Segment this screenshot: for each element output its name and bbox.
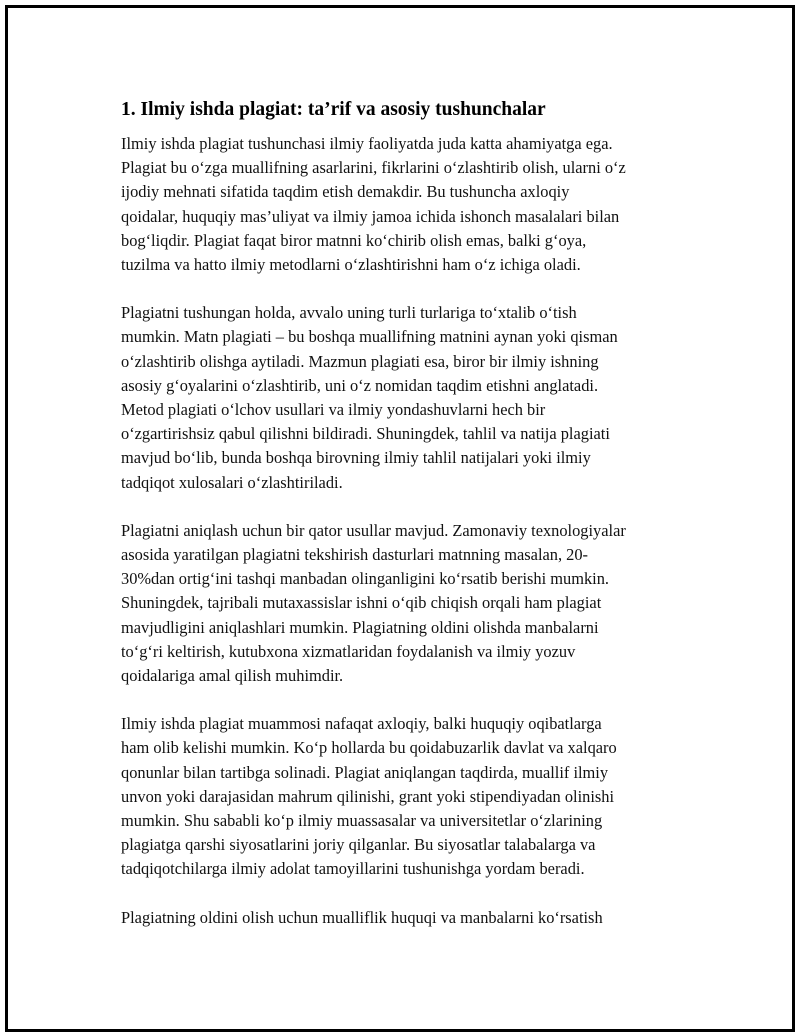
paragraph-line: Ilmiy ishda plagiat tushunchasi ilmiy faoliyatda juda katta ahamiyatga ega. [121,134,613,153]
paragraph-5 [121,906,701,930]
paragraph-line: unvon yoki darajasidan mahrum qilinishi, grant yoki stipendiyadan olinishi [121,786,615,806]
paragraph-line: asosiy g‘oyalarini o‘zlashtirib, uni o‘z nomidan taqdim etishni anglatadi. [121,375,599,395]
paragraph-line: mavjud bo‘lib, bunda boshqa birovning ilmiy tahlil natijalari yoki ilmiy [121,448,591,468]
paragraph-line: tuzilma va hatto ilmiy metodlarni o‘zlashtirishni ham o‘z ichiga oladi. [121,255,581,275]
paragraph-line: tadqiqot xulosalari o‘zlashtiriladi. [121,472,343,492]
paragraph-line: mavjudligini aniqlashlari mumkin. Plagiatning oldini olishda manbalarni [121,617,599,637]
document-body [121,98,701,954]
paragraph-line: Plagiatni tushungan holda, avvalo uning turli turlariga to‘xtalib o‘tish [121,303,577,323]
paragraph-line: bog‘liqdir. Plagiat faqat biror matnni ko‘chirib olish emas, balki g‘oya, [121,230,587,250]
page-frame [5,5,795,1032]
paragraph-4 [121,712,701,881]
paragraph-line: Plagiatni aniqlash uchun bir qator usullar mavjud. Zamonaviy texnologiyalar [121,520,626,540]
paragraph-line: Plagiat bu o‘zga muallifning asarlarini, fikrlarini o‘zlashtirib olish, ularni o‘z [121,158,626,178]
paragraph-line: tadqiqotchilarga ilmiy adolat tamoyillarini tushunishga yordam beradi. [121,859,585,879]
paragraph-line: o‘zlashtirib olishga aytiladi. Mazmun plagiati esa, biror bir ilmiy ishning [121,351,599,371]
section-heading: 1. Ilmiy ishda plagiat: ta’rif va asosiy tushunchalar [121,99,546,120]
paragraph-line: Ilmiy ishda plagiat muammosi nafaqat axloqiy, balki huquqiy oqibatlarga [121,714,602,734]
paragraph-line: mumkin. Shu sababli ko‘p ilmiy muassasalar va universitetlar o‘zlarining [121,811,603,831]
paragraph-line: to‘g‘ri keltirish, kutubxona xizmatlaridan foydalanish va ilmiy yozuv [121,641,576,661]
paragraph-line: Plagiatning oldini olish uchun mualliflik huquqi va manbalarni ko‘rsatish [121,907,603,927]
paragraph-3 [121,519,701,688]
paragraph-line: plagiatga qarshi siyosatlarini joriy qilganlar. Bu siyosatlar talabalarga va [121,835,596,855]
paragraph-line: 30%dan ortig‘ini tashqi manbadan olinganligini ko‘rsatib berishi mumkin. [121,569,609,589]
paragraph-line: mumkin. Matn plagiati – bu boshqa muallifning matnini aynan yoki qisman [121,327,618,347]
paragraph-1 [121,132,701,277]
paragraph-line: Shuningdek, tajribali mutaxassislar ishni o‘qib chiqish orqali ham plagiat [121,593,602,613]
paragraph-line: qonunlar bilan tartibga solinadi. Plagiat aniqlangan taqdirda, muallif ilmiy [121,762,609,782]
paragraph-2 [121,301,701,495]
paragraph-line: ijodiy mehnati sifatida taqdim etish demakdir. Bu tushuncha axloqiy [121,182,570,202]
paragraph-line: qoidalar, huquqiy mas’uliyat va ilmiy jamoa ichida ishonch masalalari bilan [121,206,620,226]
paragraph-line: qoidalariga amal qilish muhimdir. [121,666,344,686]
paragraph-line: Metod plagiati o‘lchov usullari va ilmiy yondashuvlarni hech bir [121,400,546,420]
paragraph-line: ham olib kelishi mumkin. Ko‘p hollarda bu qoidabuzarlik davlat va xalqaro [121,738,617,758]
paragraph-line: o‘zgartirishsiz qabul qilishni bildiradi. Shuningdek, tahlil va natija plagiati [121,424,610,444]
paragraph-line: asosida yaratilgan plagiatni tekshirish dasturlari matnning masalan, 20- [121,545,589,565]
